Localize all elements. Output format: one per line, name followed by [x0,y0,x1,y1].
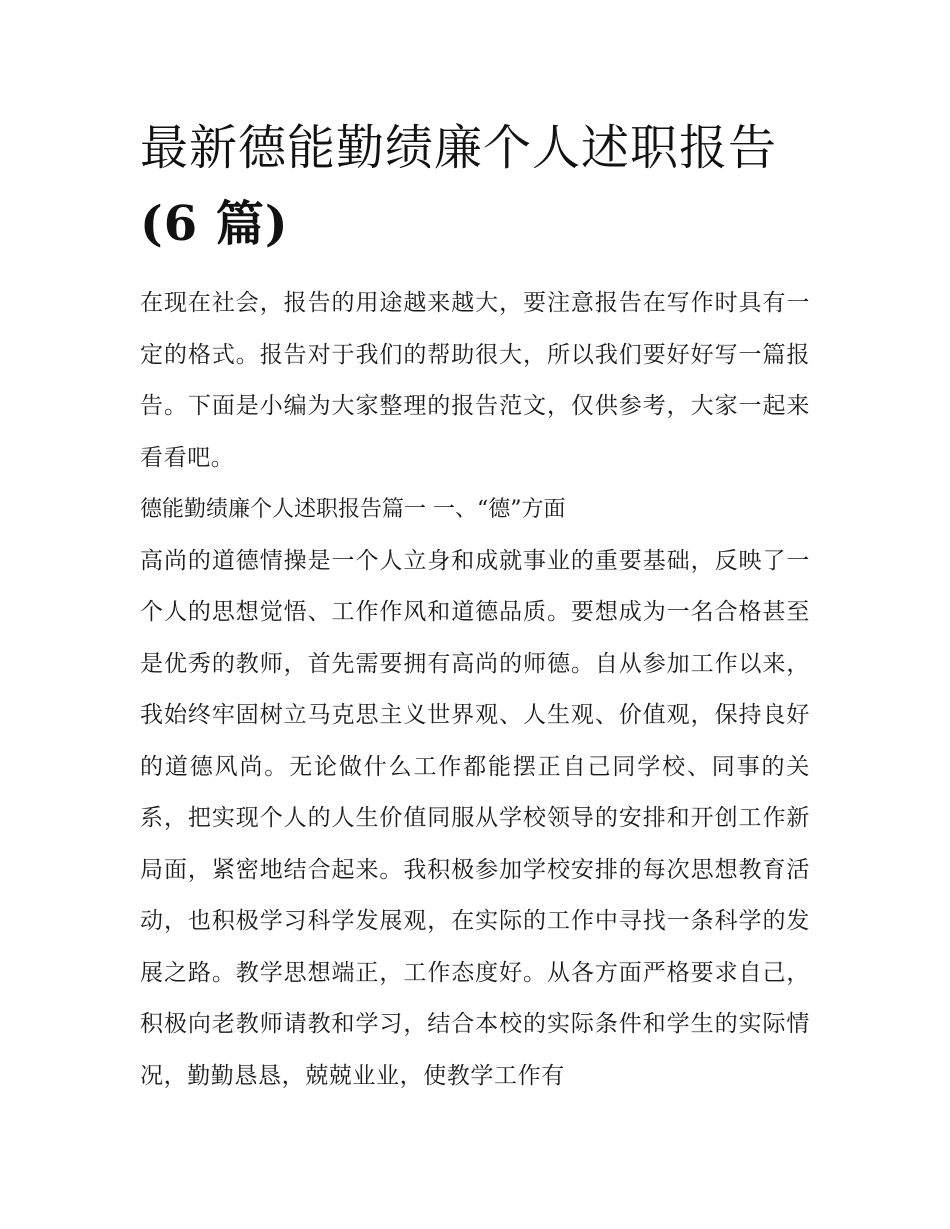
section-heading: 德能勤绩廉个人述职报告篇一 一、“德”方面 [140,497,566,522]
document-title [140,110,820,262]
section-paragraph: 高尚的道德情操是一个人立身和成就事业的重要基础，反映了一个人的思想觉悟、工作作风和道德品质。要想成为一名合格甚至是优秀的教师，首先需要拥有高尚的师德。自从参加工作以来，我始终牢固树立马克思主义世界观、人生观、价值观，保持良好的道德风尚。无论做什么工作都能摆正自己同学校、同事的关系，把实现个人的人生价值同服从学校领导的安排和开创工作新局面，紧密地结合起来。我积极参加学校安排的每次思想教育活动，也积极学习科学发展观，在实际的工作中寻找一条科学的发展之路。教学思想端正，工作态度好。从各方面严格要求自己，积极向老教师请教和学习，结合本校的实际条件和学生的实际情况，勤勤恳恳，兢兢业业，使教学工作有 [140,547,810,1089]
intro-paragraph: 在现在社会，报告的用途越来越大，要注意报告在写作时具有一定的格式。报告对于我们的帮助很大，所以我们要好好写一篇报告。下面是小编为大家整理的报告范文，仅供参考，大家一起来看看吧。 [140,290,810,471]
document-body [140,278,810,1102]
title-line-count: (6 篇) [140,196,289,252]
title-line-main: 最新德能勤绩廉个人述职报告 [140,120,778,176]
